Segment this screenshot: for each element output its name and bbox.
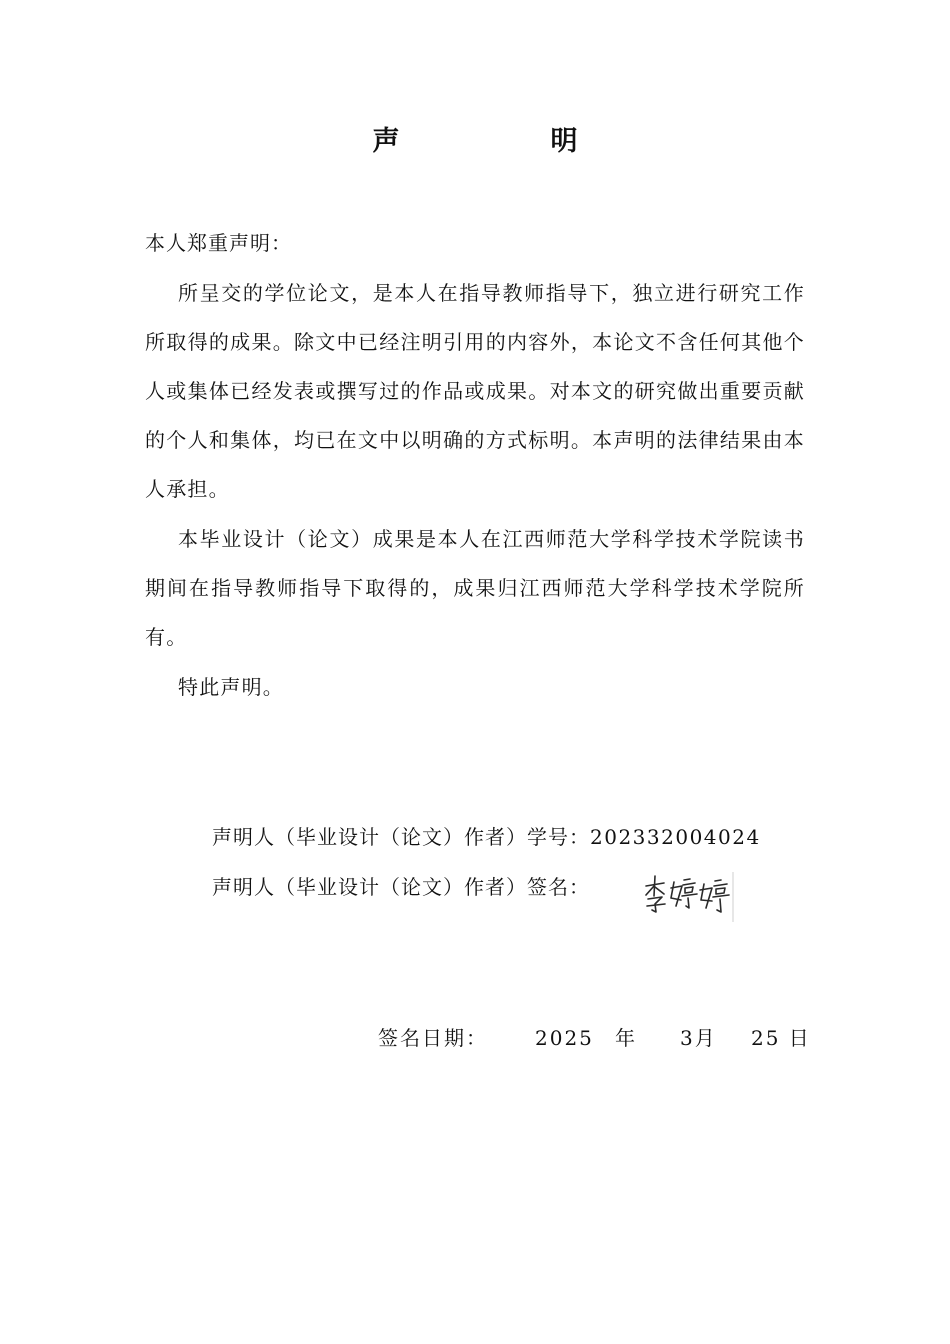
handwritten-signature xyxy=(640,864,736,924)
date-year-unit: 年 xyxy=(615,1026,635,1050)
student-id-label: 声明人（毕业设计（论文）作者）学号： xyxy=(212,825,590,849)
student-id-line xyxy=(212,822,761,852)
signature-date-row xyxy=(378,1023,811,1053)
student-id-value: 202332004024 xyxy=(590,825,761,849)
page-title: 声 明 xyxy=(372,126,640,157)
signature-line xyxy=(212,872,590,902)
date-day: 25 日 xyxy=(751,1026,811,1050)
declaration-paragraph-closing: 特此声明。 xyxy=(178,675,284,699)
intro-line: 本人郑重声明： xyxy=(145,231,292,255)
declaration-paragraph-originality: 所呈交的学位论文，是本人在指导教师指导下，独立进行研究工作所取得的成果。除文中已经注明引用的内容外，本论文不含任何其他个人或集体已经发表或撰写过的作品或成果。对本文的研究做出重要贡献的个人和集体，均已在文中以明确的方式标明。本声明的法律结果由本人承担。 xyxy=(145,281,805,501)
signature-label: 声明人（毕业设计（论文）作者）签名： xyxy=(212,875,590,899)
declaration-paragraph-ownership: 本毕业设计（论文）成果是本人在江西师范大学科学技术学院读书期间在指导教师指导下取得的，成果归江西师范大学科学技术学院所有。 xyxy=(145,527,805,649)
date-month: 3月 xyxy=(680,1026,717,1050)
date-label: 签名日期： xyxy=(378,1026,488,1050)
date-year: 2025 xyxy=(535,1026,594,1050)
